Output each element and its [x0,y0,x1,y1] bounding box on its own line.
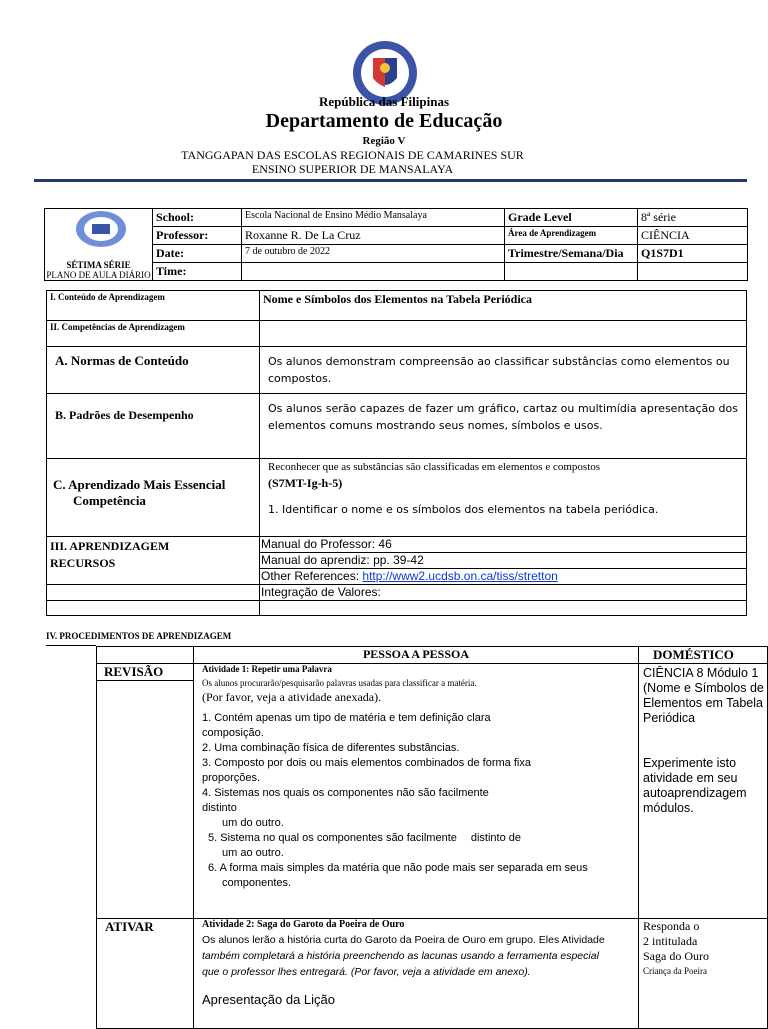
header-divider [34,179,747,182]
performance-standards-label: B. Padrões de Desempenho [47,394,260,459]
competencies-label: II. Competências de Aprendizagem [47,321,260,347]
quarter-label: Trimestre/Semana/Dia [505,245,638,263]
plan-label: PLANO DE AULA DIÁRIO [46,270,151,280]
grade-level-value: 8ª série [638,209,748,227]
content-standards-label: A. Normas de Conteúdo [47,347,260,394]
activity2-line2: também completará a história preenchendo as lacunas usando a ferramenta especial [202,950,599,962]
region-label: Região V [362,135,406,147]
item-2: 2. Uma combinação física de diferentes substâncias. [202,742,460,754]
review-label: REVISÃO [97,664,194,681]
performance-standards-value: Os alunos serão capazes de fazer um gráfico, cartaz ou multimídia apresentação dos elementos comuns mostrando seus nomes, símbolos e usos. [260,394,747,459]
item-5a: 5. Sistema no qual os componentes são facilmente [208,832,457,844]
item-3a: 3. Composto por dois ou mais elementos combinados de forma fixa [202,757,531,769]
activate-label: ATIVAR [97,919,194,1029]
teacher-guide: Manual do Professor: 46 [260,537,747,553]
date-label: Date: [153,245,242,263]
item-4a: 4. Sistemas nos quais os componentes não são facilmente [202,787,489,799]
item-5b: distinto de [470,832,522,844]
home-activity: Experimente isto atividade em seu autoaprendizagem módulos. [643,756,747,815]
item-6b: componentes. [222,877,292,889]
grade-badge: SÉTIMA SÉRIE [66,260,131,270]
melc-label-2: Competência [73,493,146,508]
learner-manual: Manual do aprendiz: pp. 39-42 [260,553,747,569]
melc-code: (S7MT-Ig-h-5) [268,476,343,490]
activate-home-1: Responda o [643,919,700,933]
activity2-line1: Os alunos lerão a história curta do Garoto da Poeira de Ouro em grupo. Eles [202,934,560,946]
melc-label-1: C. Aprendizado Mais Essencial [53,477,226,492]
teacher-label: Professor: [153,227,242,245]
activate-home-3: Saga do Ouro [643,949,709,963]
country-name: República das Filipinas [318,94,450,109]
school-value: Escola Nacional de Ensino Médio Mansalaya [242,209,505,227]
info-table [44,208,748,281]
melc-text: Reconhecer que as substâncias são classificadas em elementos e compostos [268,461,601,473]
procedures-rule [46,645,96,646]
content-standards-value: Os alunos demonstram compreensão ao classificar substâncias como elementos ou compostos. [260,347,747,394]
item-5c: um ao outro. [222,847,284,859]
col-home: DOMÉSTICO [639,647,768,664]
activity2-line3: que o professor lhes entregará. (Por favor, veja a atividade em anexo). [202,966,531,978]
melc-objective: 1. Identificar o nome e os símbolos dos elementos na tabela periódica. [268,503,659,516]
activity1-note: (Por favor, veja a atividade anexada). [202,690,382,704]
procedures-label: IV. PROCEDIMENTOS DE APRENDIZAGEM [46,631,232,641]
other-references-label: Other References: [261,569,363,583]
resources-label-2: RECURSOS [50,556,116,570]
activity2-title: Atividade 2: Saga do Garoto da Poeira de Ouro [202,919,405,930]
activate-home-2: 2 intitulada [643,934,698,948]
time-label: Time: [153,263,242,281]
teacher-value: Roxanne R. De La Cruz [242,227,505,245]
item-6a: 6. A forma mais simples da matéria que não pode mais ser separada em seus [208,862,588,874]
procedures-table [96,646,768,1029]
sections-table [46,290,747,616]
item-4b: distinto [202,802,237,814]
lesson-presentation: Apresentação da Lição [202,992,335,1007]
date-value: 7 de outubro de 2022 [242,245,505,263]
resources-label-1: III. APRENDIZAGEM [50,539,170,553]
learning-area-value: CIÊNCIA [638,227,748,245]
activity1-title: Atividade 1: Repetir uma Palavra [202,664,332,674]
learning-area-label: Área de Aprendizagem [505,227,638,245]
department-title: Departamento de Educação [265,110,503,132]
activity1-desc: Os alunos procurarão/pesquisarão palavras usadas para classificar a matéria. [202,678,477,688]
item-1b: composição. [202,727,264,739]
item-4c: um do outro. [222,817,284,829]
content-value: Nome e Símbolos dos Elementos na Tabela Periódica [260,291,747,321]
item-1a: 1. Contém apenas um tipo de matéria e tem definição clara [202,712,491,724]
school-label: School: [153,209,242,227]
regional-office: TANGGAPAN DAS ESCOLAS REGIONAIS DE CAMARINES SUR [181,148,524,162]
values-integration: Integração de Valores: [260,585,747,601]
grade-level-label: Grade Level [505,209,638,227]
activate-home-4: Criança da Poeira [643,966,707,976]
quarter-value: Q1S7D1 [638,245,748,263]
item-3b: proporções. [202,772,261,784]
school-level: ENSINO SUPERIOR DE MANSALAYA [251,162,454,176]
activity2-line1-end: Atividade [561,934,605,946]
other-references-link[interactable]: http://www2.ucdsb.on.ca/tiss/stretton [362,569,558,583]
content-label: I. Conteúdo de Aprendizagem [47,291,260,321]
col-face-to-face: PESSOA A PESSOA [194,647,639,664]
home-module: CIÊNCIA 8 Módulo 1 (Nome e Símbolos de Elementos em Tabela Periódica [643,666,764,725]
